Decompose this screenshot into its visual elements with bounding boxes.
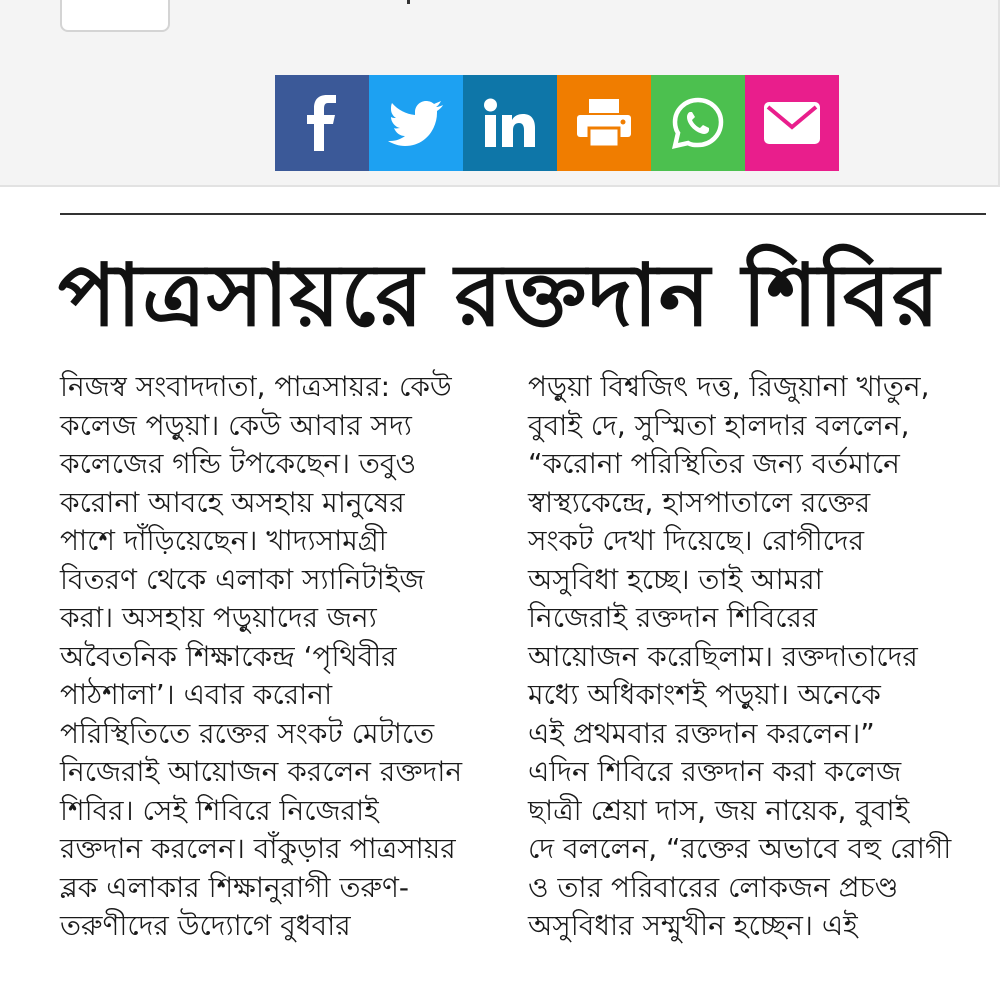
text-line: পড়ুয়া বিশ্বজিৎ দত্ত, রিজুয়ানা খাতুন, <box>528 370 930 403</box>
linkedin-share-button[interactable] <box>463 75 557 171</box>
text-line: অসুবিধার সম্মুখীন হচ্ছেন। এই <box>528 909 858 942</box>
whatsapp-icon <box>672 97 724 149</box>
text-line: সংকট দেখা দিয়েছে। রোগীদের <box>528 524 864 557</box>
text-line: মধ্যে অধিকাংশই পড়ুয়া। অনেকে <box>528 678 881 711</box>
top-button[interactable] <box>60 0 170 32</box>
share-toolbar <box>0 0 1000 187</box>
text-line: রক্তদান করলেন। বাঁকুড়ার পাত্রসায়র <box>60 832 456 865</box>
email-icon <box>763 101 821 145</box>
twitter-share-button[interactable] <box>369 75 463 171</box>
text-line: ব্লক এলাকার শিক্ষানুরাগী তরুণ- <box>60 870 409 904</box>
facebook-icon <box>302 93 342 153</box>
text-line: এদিন শিবিরে রক্তদান করা কলেজ <box>528 755 902 788</box>
headline-rule <box>60 213 986 215</box>
text-line: পাঠশালা’। এবার করোনা <box>60 678 333 711</box>
text-line: তরুণীদের উদ্যোগে বুধবার <box>60 909 351 942</box>
text-line: অবৈতনিক শিক্ষাকেন্দ্র ‘পৃথিবীর <box>60 639 397 673</box>
text-line: “করোনা পরিস্থিতির জন্য বর্তমানে <box>528 447 900 480</box>
text-line: করোনা আবহে অসহায় মানুষের <box>60 485 405 519</box>
twitter-icon <box>388 100 444 146</box>
article-column-left <box>60 368 500 946</box>
text-line: কলেজের গন্ডি টপকেছেন। তবুও <box>60 447 417 480</box>
email-share-button[interactable] <box>745 75 839 171</box>
article-column-right <box>528 368 968 946</box>
text-line: অসুবিধা হচ্ছে। তাই আমরা <box>528 562 823 596</box>
facebook-share-button[interactable] <box>275 75 369 171</box>
text-line: পরিস্থিতিতে রক্তের সংকট মেটাতে <box>60 716 435 750</box>
text-line: দে বললেন, “রক্তের অভাবে বহু রোগী <box>528 832 952 865</box>
text-line: পাশে দাঁড়িয়েছেন। খাদ্যসামগ্রী <box>60 524 387 557</box>
text-line: নিজেরাই আয়োজন করলেন রক্তদান <box>60 755 463 788</box>
text-line: কলেজ পড়ুয়া। কেউ আবার সদ্য <box>60 408 412 442</box>
text-line: নিজস্ব সংবাদদাতা, পাত্রসায়র: কেউ <box>60 370 452 403</box>
print-icon <box>576 98 632 148</box>
whatsapp-share-button[interactable] <box>651 75 745 171</box>
linkedin-icon <box>483 98 537 148</box>
article-headline: পাত্রসায়রে রক্তদান শিবির <box>58 245 941 346</box>
top-text-fragment <box>407 0 410 4</box>
text-line: এই প্রথমবার রক্তদান করলেন।” <box>528 716 875 750</box>
text-line: করা। অসহায় পড়ুয়াদের জন্য <box>60 601 377 634</box>
print-button[interactable] <box>557 75 651 171</box>
text-line: আয়োজন করেছিলাম। রক্তদাতাদের <box>528 639 918 673</box>
text-line: ও তার পরিবারের লোকজন প্রচণ্ড <box>528 870 899 904</box>
text-line: ছাত্রী শ্রেয়া দাস, জয় নায়েক, বুবাই <box>528 793 910 827</box>
text-line: নিজেরাই রক্তদান শিবিরের <box>528 601 818 634</box>
text-line: স্বাস্থ্যকেন্দ্রে, হাসপাতালে রক্তের <box>528 485 871 519</box>
share-buttons <box>275 75 839 171</box>
text-line: বিতরণ থেকে এলাকা স্যানিটাইজ <box>60 562 425 596</box>
text-line: শিবির। সেই শিবিরে নিজেরাই <box>60 793 379 827</box>
text-line: বুবাই দে, সুস্মিতা হালদার বললেন, <box>528 408 910 442</box>
